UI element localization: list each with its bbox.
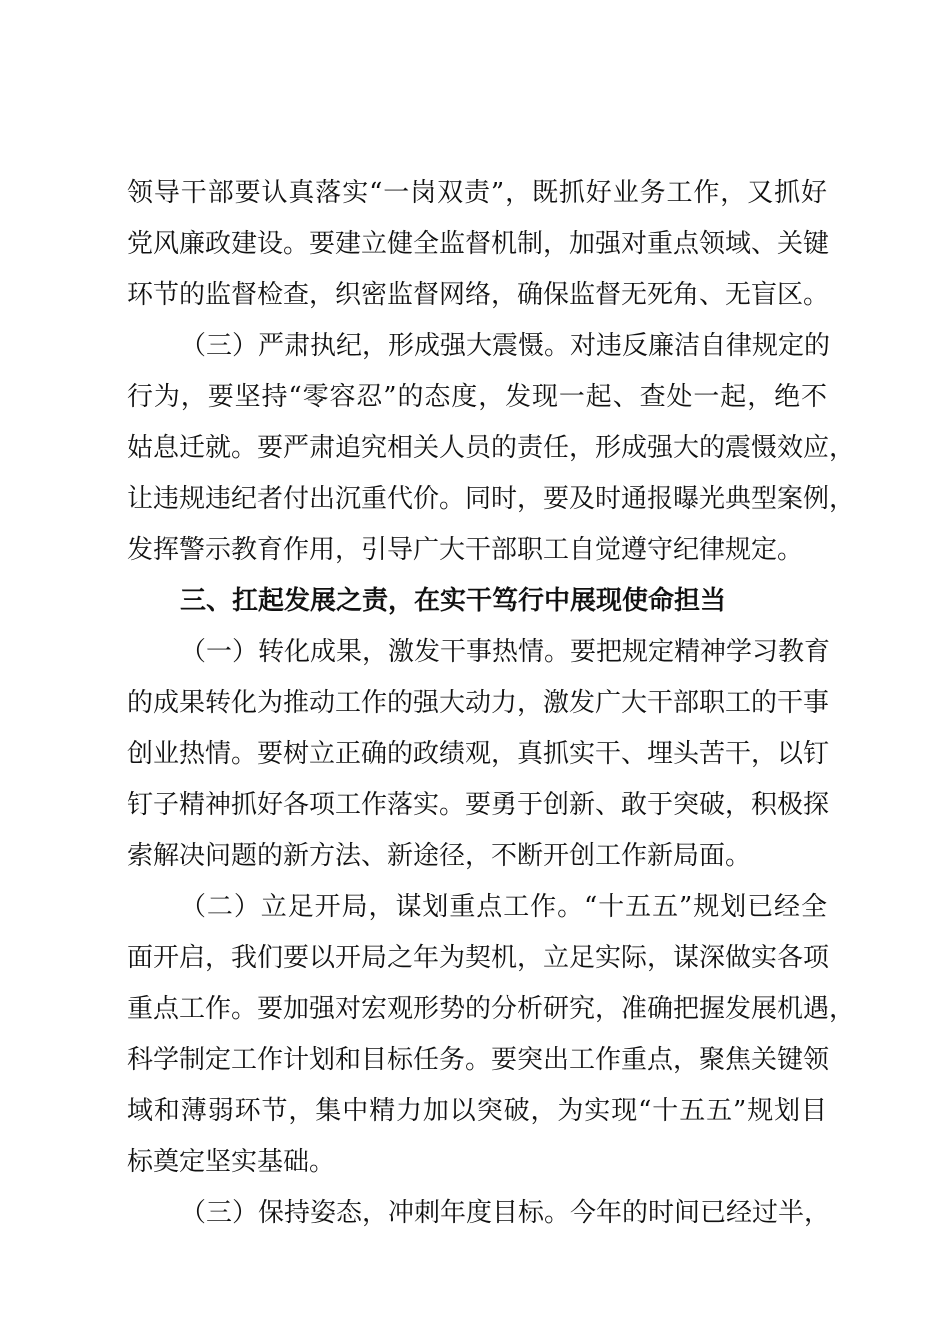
body-text-line: 姑息迁就。要严肃追究相关人员的责任，形成强大的震慑效应， — [127, 433, 856, 463]
body-text-line: 让违规违纪者付出沉重代价。同时，要及时通报曝光典型案例， — [127, 484, 856, 514]
body-text-line: 面开启，我们要以开局之年为契机，立足实际，谋深做实各项 — [127, 943, 830, 973]
body-text-line: 创业热情。要树立正确的政绩观，真抓实干、埋头苦干，以钉 — [127, 739, 830, 769]
body-text-line: 环节的监督检查，织密监督网络，确保监督无死角、无盲区。 — [127, 280, 830, 310]
body-text-line: 行为，要坚持“零容忍”的态度，发现一起、查处一起，绝不 — [127, 382, 827, 412]
body-text-line: 科学制定工作计划和目标任务。要突出工作重点，聚焦关键领 — [127, 1045, 830, 1075]
body-text-line: 索解决问题的新方法、新途径，不断开创工作新局面。 — [127, 841, 752, 871]
body-text-line: 领导干部要认真落实“一岗双责”，既抓好业务工作，又抓好 — [127, 178, 827, 208]
body-text-line: （二）立足开局，谋划重点工作。“十五五”规划已经全 — [180, 892, 827, 922]
body-text-line: 党风廉政建设。要建立健全监督机制，加强对重点领域、关键 — [127, 229, 830, 259]
body-text-line: （一）转化成果，激发干事热情。要把规定精神学习教育 — [180, 637, 831, 667]
body-text-line: 标奠定坚实基础。 — [127, 1147, 336, 1177]
body-text-line: （三）保持姿态，冲刺年度目标。今年的时间已经过半， — [180, 1198, 831, 1228]
body-text-line: 钉子精神抓好各项工作落实。要勇于创新、敢于突破，积极探 — [127, 790, 830, 820]
body-text-line: 发挥警示教育作用，引导广大干部职工自觉遵守纪律规定。 — [127, 535, 804, 565]
body-text-line: （三）严肃执纪，形成强大震慑。对违反廉洁自律规定的 — [180, 331, 831, 361]
body-text-line: 重点工作。要加强对宏观形势的分析研究，准确把握发展机遇， — [127, 994, 856, 1024]
body-text-line: 域和薄弱环节，集中精力加以突破，为实现“十五五”规划目 — [127, 1096, 827, 1126]
section-heading: 三、扛起发展之责，在实干笃行中展现使命担当 — [180, 586, 727, 616]
body-text-line: 的成果转化为推动工作的强大动力，激发广大干部职工的干事 — [127, 688, 830, 718]
